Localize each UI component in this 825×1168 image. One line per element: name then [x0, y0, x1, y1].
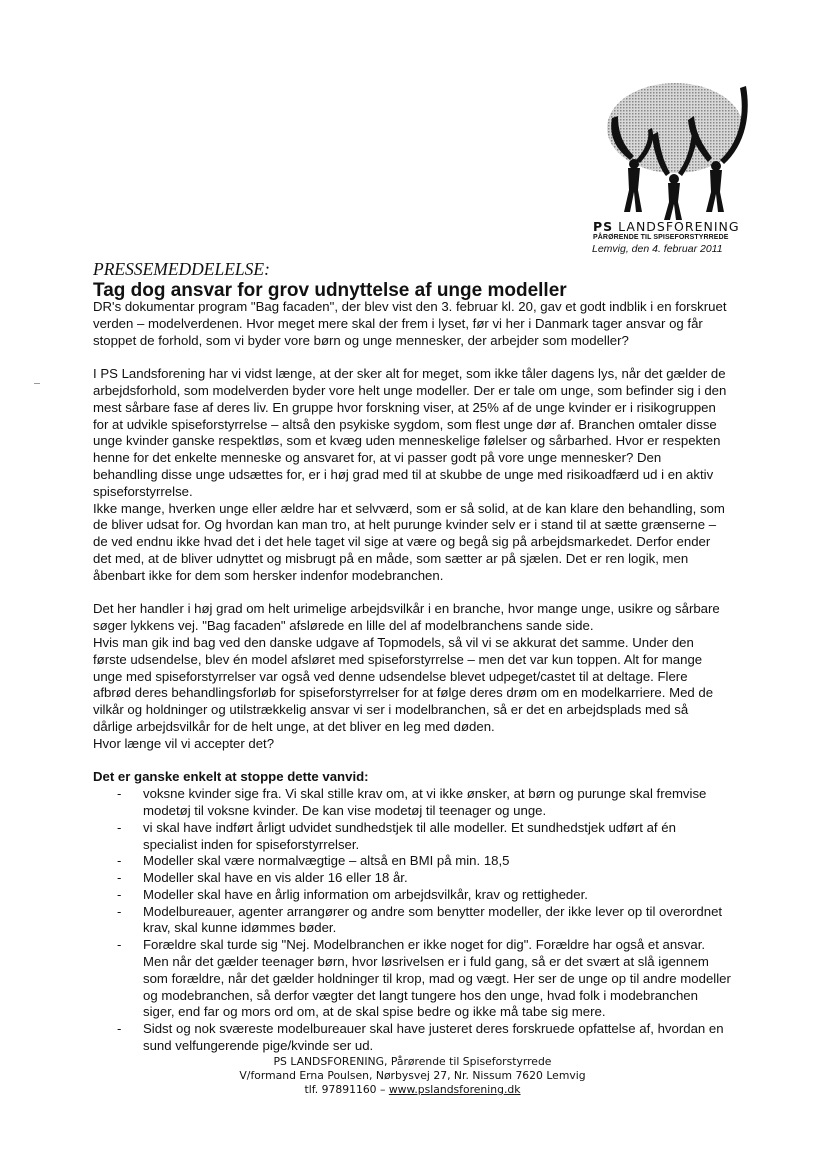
text-line: stoppet de forhold, som vi byder vore børn og unge mennesker, der arbejder som modeller?: [93, 332, 629, 348]
org-name: [593, 219, 740, 234]
bullet-dash: -: [117, 786, 122, 802]
text-line: Modelbureauer, agenter arrangører og andre som benytter modeller, der ikke lever op til overordnet: [143, 903, 723, 919]
ps-landsforening-logo: [590, 80, 760, 220]
text-line: Modeller skal være normalvægtige – altså en BMI på min. 18,5: [143, 853, 510, 869]
text-line: og modebranchen, så derfor vægter det langt tungere hos den unge, hvad folk i modebranchen: [143, 987, 698, 1003]
website-link[interactable]: www.pslandsforening.dk: [388, 1083, 521, 1096]
bullet-dash: -: [117, 870, 122, 886]
paragraph: [93, 601, 731, 752]
text-line: Hvor længe vil vi accepter det?: [93, 735, 275, 751]
text-line: Hvis man gik ind bag ved den danske udgave af Topmodels, så vil vi se akkurat det samme. Under den: [93, 634, 694, 650]
text-line: verden – modelverdenen. Hvor meget mere skal der frem i lyset, før vi her i Danmark tager ansvar og får: [93, 315, 703, 331]
list-item: [93, 786, 731, 820]
text-line: vilkår og holdninger og utilstrækkelig ansvar vi ser i modelbranchen, så er det en arbejdsplads med så: [93, 702, 689, 718]
bullet-dash: -: [117, 937, 122, 953]
text-line: spiseforstyrrelse.: [93, 483, 193, 499]
text-line: modetøj til voksne kvinder. De kan vise modetøj til teenager og unge.: [143, 802, 547, 818]
footer-phone: tlf. 97891160 –: [304, 1083, 389, 1096]
text-line: for at udvikle spiseforstyrrelse – altså den psykiske sygdom, som flest unge dør af. Branchen omtaler disse: [93, 416, 717, 432]
text-line: krav, skal kunne idømmes bøder.: [143, 920, 337, 936]
list-item: [93, 870, 731, 887]
text-line: mest sårbare fase af deres liv. En gruppe hvor forskning viser, at 25% af de unge kvinder er i risikogruppen: [93, 399, 716, 415]
text-line: som forældre, når det gælder holdninger til krop, mad og vægt. Her ser de unge op til andre modeller: [143, 970, 731, 986]
list-heading: Det er ganske enkelt at stoppe dette vanvid:: [93, 769, 369, 785]
footer-org: PS LANDSFORENING, Pårørende til Spiseforstyrrede: [273, 1055, 552, 1068]
document-body: [93, 299, 731, 1055]
paragraph: [93, 366, 731, 584]
list-item: [93, 853, 731, 870]
text-line: åbenbart ikke for dem som hersker indenfor modebranchen.: [93, 567, 444, 583]
text-line: Sidst og nok sværeste modelbureauer skal have justeret deres forskruede opfattelse af, hvordan en: [143, 1021, 724, 1037]
footer-address: V/formand Erna Poulsen, Nørbysvej 27, Nr. Nissum 7620 Lemvig: [239, 1069, 586, 1082]
document-type: PRESSEMEDDELELSE:: [93, 259, 270, 279]
footer: [0, 1055, 825, 1097]
bullet-dash: -: [117, 819, 122, 835]
text-line: henne for det enkelte menneske og ansvaret for, at vi passer godt på vore unge mennesker? Den: [93, 450, 662, 466]
org-subtitle: PÅRØRENDE TIL SPISEFORSTYRREDE: [593, 234, 729, 241]
letter-date: Lemvig, den 4. februar 2011: [592, 243, 723, 255]
text-line: de ved endnu ikke hvad det i det hele taget vil sige at være og begå sig på arbejdsmarkedet. Derfor ender: [93, 534, 711, 550]
margin-mark: [34, 383, 40, 384]
text-line: unge kvinder ganske respektløs, som et kvæg uden menneskelige følelser og sårbarhed. Hvor er respekten: [93, 433, 721, 449]
list-item: [93, 1021, 731, 1055]
text-line: Det her handler i høj grad om helt urimelige arbejdsvilkår i en branche, hvor mange unge, usikre og sårbare: [93, 601, 720, 617]
text-line: de bliver udsat for. Og hvordan kan man tro, at helt purunge kvinder selv er i stand til at sætte grænserne –: [93, 517, 717, 533]
text-line: siger, end far og mors ord om, at de skal spise bedre og ikke må tabe sig mere.: [143, 1004, 606, 1020]
text-line: det med, at de bliver udnyttet og misbrugt på en måde, som sætter ar på sjælen. Det er ren logik, men: [93, 550, 689, 566]
text-line: dårlige arbejdsvilkår for de helt unge, at det bliver en leg med døden.: [93, 718, 495, 734]
paragraph-gap: [93, 585, 731, 602]
text-line: specialist inden for spiseforstyrrelser.: [143, 836, 360, 852]
list-item: [93, 820, 731, 854]
bullet-dash: -: [117, 1021, 122, 1037]
text-line: voksne kvinder sige fra. Vi skal stille krav om, at vi ikke ønsker, at børn og purunge skal fremvise: [143, 786, 707, 802]
text-line: behandling disse unge udsættes for, er i høj grad med til at skubbe de unge med risikoadfærd ud i en aktiv: [93, 466, 714, 482]
org-name-ps: PS: [593, 219, 614, 234]
list-item: [93, 937, 731, 1021]
text-line: sund velfungerende pige/kvinde ser ud.: [143, 1038, 374, 1054]
paragraph-gap: [93, 349, 731, 366]
list-item: [93, 887, 731, 904]
text-line: søger lykkens vej. "Bag facaden" afslørede en lille del af modelbranchens sande side.: [93, 618, 594, 634]
text-line: DR's dokumentar program "Bag facaden", der blev vist den 3. februar kl. 20, gav et godt indblik i en forskruet: [93, 299, 727, 314]
org-name-text: LANDSFORENING: [618, 219, 740, 234]
list-item: [93, 904, 731, 938]
footer-contact: [0, 1083, 825, 1097]
page-title: Tag dog ansvar for grov udnyttelse af unge modeller: [93, 280, 567, 301]
bullet-dash: -: [117, 903, 122, 919]
text-line: Forældre skal turde sig "Nej. Modelbranchen er ikke noget for dig". Forældre har også et ansvar.: [143, 937, 706, 953]
text-line: unge med spiseforstyrrelser var også ved denne udsendelse blevet udpeget/castet til at deltage. Flere: [93, 668, 688, 684]
text-line: Ikke mange, hverken unge eller ældre har et selvværd, som er så solid, at de kan klare den behandling, som: [93, 500, 725, 516]
paragraph-gap: [93, 753, 731, 770]
text-line: afbrød deres behandlingsforløb for spiseforstyrrelser for at følge deres drøm om en modelkarriere. Med de: [93, 685, 714, 701]
text-line: arbejdsforhold, som modelverden byder vore helt unge modeller. Der er tale om unge, som befinder sig i den: [93, 382, 727, 398]
text-line: I PS Landsforening har vi vidst længe, at der sker alt for meget, som ikke tåler dagens lys, når det gælder de: [93, 366, 726, 382]
paragraph: [93, 299, 731, 349]
text-line: vi skal have indført årligt udvidet sundhedstjek til alle modeller. Et sundhedstjek udført af én: [143, 819, 676, 835]
text-line: Modeller skal have en vis alder 16 eller 18 år.: [143, 870, 408, 886]
bullet-dash: -: [117, 853, 122, 869]
text-line: første udsendelse, blev én model afsløret med spiseforstyrrelse – men det var kun toppen. Alt for mange: [93, 651, 703, 667]
text-line: Men når det gælder teenager børn, hvor løsrivelsen er i fuld gang, så er det svært at slå igennem: [143, 954, 709, 970]
text-line: Modeller skal have en årlig information om arbejdsvilkår, krav og rettigheder.: [143, 886, 588, 902]
bullet-dash: -: [117, 886, 122, 902]
